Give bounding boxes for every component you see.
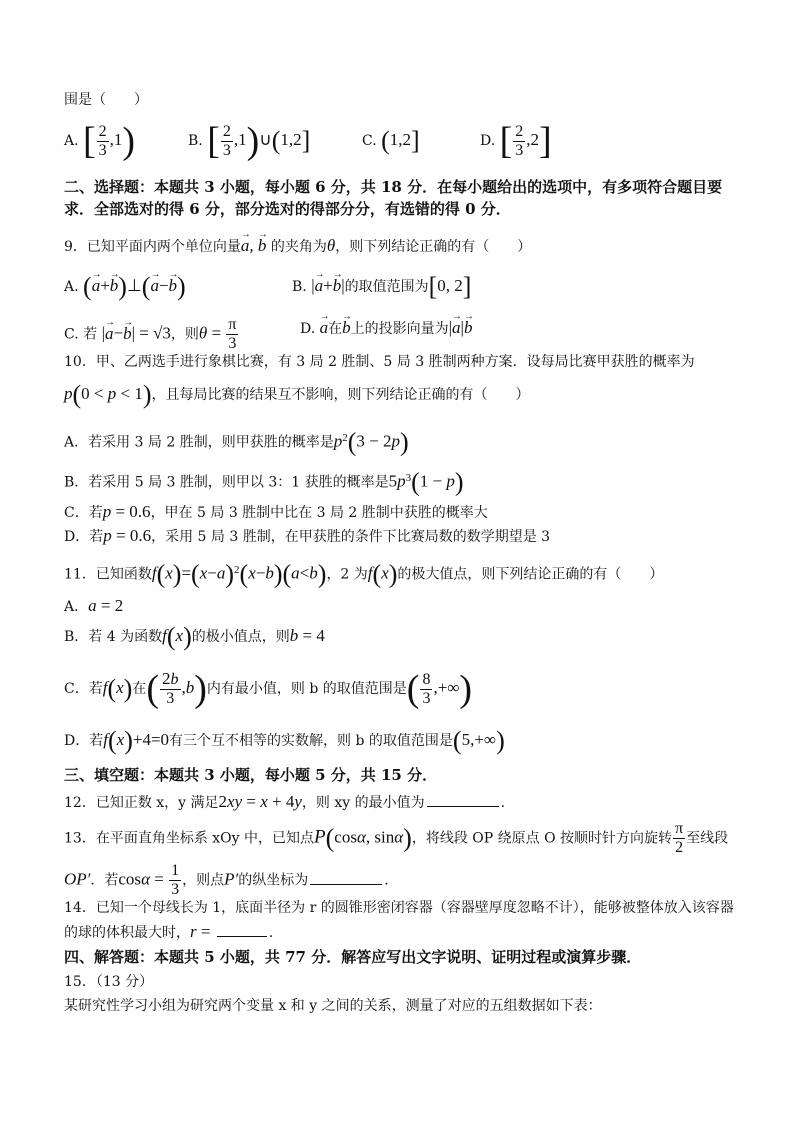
q8-stem-tail: 围是（ ） <box>64 92 148 108</box>
q14-answer-blank[interactable] <box>217 922 267 937</box>
q10-stem-line-1: 10．甲、乙两选手进行象棋比赛，有 3 局 2 胜制、5 局 3 胜制两种方案．设每局比赛甲获胜的概率为 <box>64 354 695 370</box>
q10-stem-line-2: p(0 < p < 1)，且每局比赛的结果互不影响，则下列结论正确的有（ ） <box>64 380 530 409</box>
q13-stem-line-2: OP′．若cosα = $\frac{1}{3}$ ，则点P′的纵坐标为 . <box>64 862 389 898</box>
q11-option-b: B．若 4 为函数f(x)的极小值点，则b = 4 <box>64 622 325 651</box>
q9-option-d: D. → a在→ b上的投影向量为|→ a|→ b <box>300 318 472 339</box>
q9-stem: 9．已知平面内两个单位向量→ a, → b 的夹角为θ，则下列结论正确的有（ ） <box>64 236 730 257</box>
q15-stem: 某研究性学习小组为研究两个变量 x 和 y 之间的关系，测量了对应的五组数据如下表： <box>64 998 602 1014</box>
q8-option-c: C. (1,2] <box>362 126 420 155</box>
q9-option-a: A. (→ a+→ b)⊥(→ a−→ b) <box>64 276 186 297</box>
q12-stem: 12．已知正数 x，y 满足2xy = x + 4y，则 xy 的最小值为 . <box>64 792 506 811</box>
q10-option-b: B．若采用 5 局 3 胜制，则甲以 3：1 获胜的概率是$5p^3(1 - p)$ <box>64 467 464 497</box>
q10-option-a: A．若采用 3 局 2 胜制，则甲获胜的概率是$p^2(3 - 2p)$ <box>64 427 409 457</box>
q11-stem: 11．已知函数$f(x)=(x-a)^2(x-b)(a<b)$，2 为f(x)的极大值点，则下列结论正确的有（ ） <box>64 559 664 589</box>
q14-stem-line-1: 14．已知一个母线长为 1，底面半径为 r 的圆锥形密闭容器（容器壁厚度忽略不计），能够被整体放入该容器 <box>64 900 734 916</box>
q10-option-c: C．若p = 0.6，甲在 5 局 3 胜制中比在 3 局 2 胜制中获胜的概率大 <box>64 502 488 521</box>
q11-option-a: A．a = 2 <box>64 596 124 615</box>
section-2-title: 二、选择题：本题共 3 小题，每小题 6 分，共 18 分．在每小题给出的选项中，有多项符合题目要求．全部选对的得 6 分，部分选对的得部分分，有选错的得 0 分． <box>64 178 723 218</box>
q8-option-d: D. [ $\frac{2}{3}$ ,2] <box>480 120 552 162</box>
q11-option-c: C．若f(x)在( $\frac{2b}{3}$ ,b)内有最小值，则 b 的取值范围是( $\frac{8}{3}$ ,+∞) <box>64 668 473 710</box>
q9-option-c: C. 若 |→ a−→ b| = √3，则θ = $\frac{\pi}{3}$ <box>64 316 239 353</box>
q9-option-b: B. |→ a+→ b|的取值范围为[0, 2] <box>292 276 471 297</box>
q10-option-d: D．若p = 0.6，采用 5 局 3 胜制，在甲获胜的条件下比赛局数的数学期望是 3 <box>64 526 551 545</box>
section-4-title: 四、解答题：本题共 5 小题，共 77 分．解答应写出文字说明、证明过程或演算步骤． <box>64 948 642 966</box>
q13-stem-line-1: 13．在平面直角坐标系 xOy 中，已知点P(cosα, sinα)，将线段 OP 绕原点 O 按顺时针方向旋转 $\frac{\pi}{2}$ 至线段 <box>64 820 729 856</box>
q8-option-b: B. [ $\frac{2}{3}$ ,1)∪(1,2] <box>188 120 311 162</box>
q8-option-a: A. [ $\frac{2}{3}$ ,1) <box>64 120 136 162</box>
q15-header: 15．（13 分） <box>64 974 154 990</box>
q13-answer-blank[interactable] <box>310 870 382 885</box>
q11-option-d: D．若f(x)+4=0有三个互不相等的实数解，则 b 的取值范围是(5,+∞) <box>64 726 505 755</box>
q14-stem-line-2: 的球的体积最大时，r = . <box>64 922 274 941</box>
q12-answer-blank[interactable] <box>427 792 499 807</box>
section-3-title: 三、填空题：本题共 3 小题，每小题 5 分，共 15 分． <box>64 766 438 784</box>
